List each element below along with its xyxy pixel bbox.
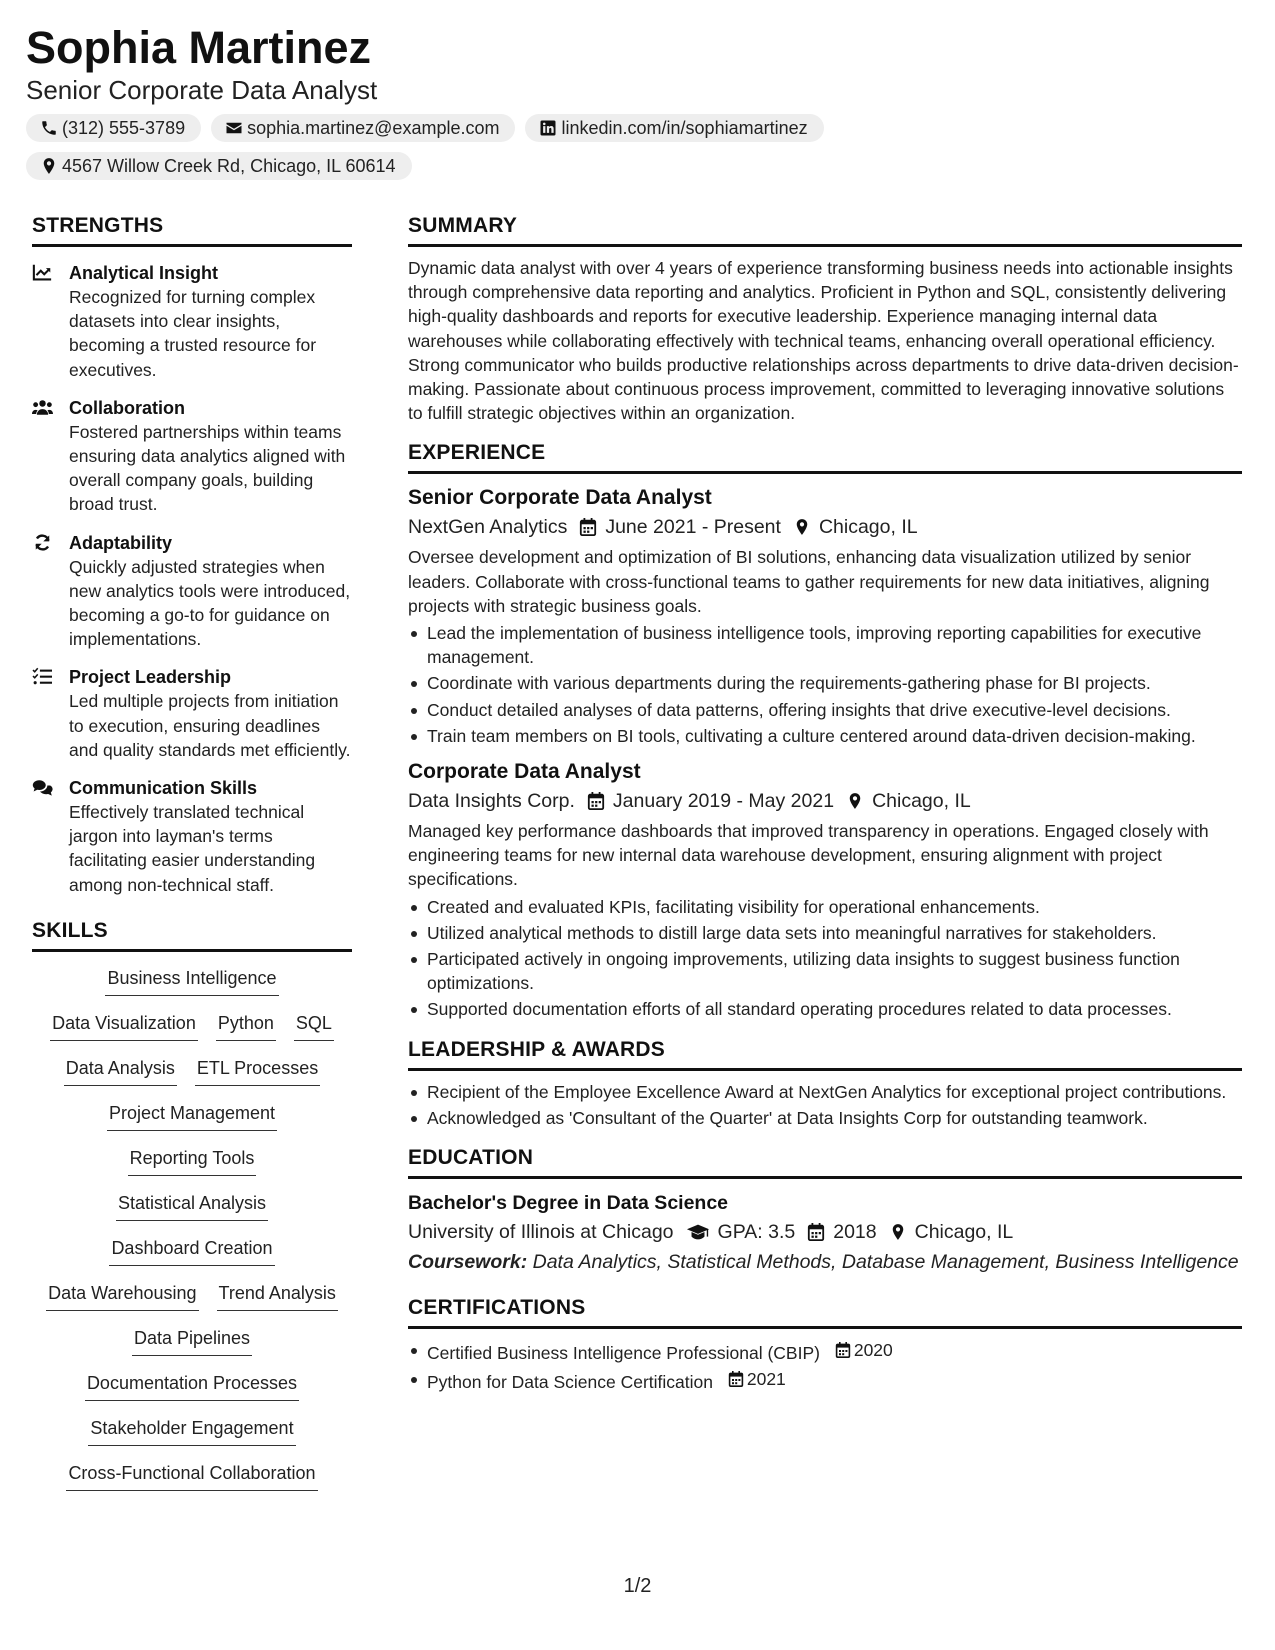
skill-tag: Dashboard Creation bbox=[109, 1236, 274, 1266]
strength-item bbox=[32, 776, 352, 897]
job-entry bbox=[408, 758, 1242, 1022]
awards-list bbox=[408, 1080, 1242, 1130]
calendar-icon bbox=[728, 1370, 744, 1388]
certifications-heading: CERTIFICATIONS bbox=[408, 1296, 1242, 1329]
page-number: 1/2 bbox=[623, 1575, 652, 1597]
award-item: Acknowledged as 'Consultant of the Quarter' at Data Insights Corp for outstanding teamwork. bbox=[408, 1106, 1242, 1130]
calendar-icon bbox=[579, 517, 597, 537]
skill-tag: Data Warehousing bbox=[46, 1281, 198, 1311]
certification-year: 2020 bbox=[853, 1340, 893, 1361]
contact-linkedin[interactable] bbox=[525, 114, 823, 142]
task-list-icon bbox=[32, 665, 69, 762]
certification-date bbox=[728, 1367, 786, 1391]
bullet-item: Participated actively in ongoing improvements, utilizing data insights to suggest business function optimizations. bbox=[408, 947, 1242, 995]
strength-title: Project Leadership bbox=[69, 667, 232, 688]
skill-tag: Data Pipelines bbox=[132, 1326, 252, 1356]
certification-date bbox=[835, 1338, 893, 1362]
skill-tag: Business Intelligence bbox=[105, 966, 278, 996]
skills-list bbox=[32, 966, 352, 1506]
experience-section bbox=[408, 441, 1242, 1021]
job-description: Managed key performance dashboards that improved transparency in operations. Engaged closely with engineering teams for new internal data warehouse development, ensuring alignment with project specifications. bbox=[408, 821, 1209, 890]
address-text: 4567 Willow Creek Rd, Chicago, IL 60614 bbox=[62, 155, 396, 176]
skill-tag: Stakeholder Engagement bbox=[88, 1416, 295, 1446]
job-dates: January 2019 - May 2021 bbox=[612, 790, 835, 813]
map-pin-icon bbox=[793, 517, 811, 537]
skill-tag: Cross-Functional Collaboration bbox=[66, 1461, 317, 1491]
map-pin-icon bbox=[38, 156, 60, 176]
job-location: Chicago, IL bbox=[818, 516, 918, 539]
degree-title: Bachelor's Degree in Data Science bbox=[408, 1192, 729, 1215]
left-column bbox=[32, 214, 352, 1506]
certification-year: 2021 bbox=[746, 1369, 786, 1390]
school-location: Chicago, IL bbox=[914, 1221, 1014, 1244]
strength-desc: Effectively translated technical jargon into layman's terms facilitating easier understanding among non-technical staff. bbox=[69, 802, 316, 895]
experience-heading: EXPERIENCE bbox=[408, 441, 1242, 474]
job-dates: June 2021 - Present bbox=[605, 516, 781, 539]
strength-item bbox=[32, 396, 352, 517]
summary-heading: SUMMARY bbox=[408, 214, 1242, 247]
strength-title: Adaptability bbox=[69, 532, 173, 553]
bullet-item: Lead the implementation of business intelligence tools, improving reporting capabilities for executive management. bbox=[408, 621, 1242, 669]
job-company: NextGen Analytics bbox=[408, 516, 568, 539]
bullet-item: Coordinate with various departments during the requirements-gathering phase for BI projects. bbox=[408, 671, 1242, 695]
calendar-icon bbox=[835, 1341, 851, 1359]
graduation-cap-icon bbox=[686, 1222, 710, 1242]
skills-heading: SKILLS bbox=[32, 919, 352, 952]
bullet-item: Created and evaluated KPIs, facilitating visibility for operational enhancements. bbox=[408, 895, 1242, 919]
calendar-icon bbox=[807, 1222, 825, 1242]
coursework-text: Data Analytics, Statistical Methods, Database Management, Business Intelligence bbox=[532, 1251, 1239, 1274]
job-bullets bbox=[408, 621, 1242, 748]
strength-item bbox=[32, 531, 352, 652]
map-pin-icon bbox=[846, 791, 864, 811]
linkedin-icon bbox=[537, 118, 559, 138]
chat-bubbles-icon bbox=[32, 776, 69, 897]
skill-tag: Statistical Analysis bbox=[116, 1191, 268, 1221]
graduation-year: 2018 bbox=[833, 1221, 877, 1244]
coursework bbox=[408, 1250, 1242, 1274]
awards-section bbox=[408, 1038, 1242, 1130]
phone-text: (312) 555-3789 bbox=[62, 117, 186, 138]
skill-tag: Reporting Tools bbox=[128, 1146, 257, 1176]
contact-address bbox=[26, 152, 412, 180]
strengths-heading: STRENGTHS bbox=[32, 214, 352, 247]
education-section bbox=[408, 1146, 1242, 1274]
skill-tag: Python bbox=[216, 1011, 276, 1041]
right-column bbox=[408, 214, 1242, 1397]
job-entry bbox=[408, 484, 1242, 748]
skill-tag: Trend Analysis bbox=[217, 1281, 338, 1311]
skill-tag: ETL Processes bbox=[195, 1056, 320, 1086]
map-pin-icon bbox=[889, 1222, 907, 1242]
skill-tag: Data Visualization bbox=[50, 1011, 198, 1041]
school-name: University of Illinois at Chicago bbox=[408, 1221, 674, 1244]
job-meta bbox=[408, 512, 1242, 542]
skill-tag: Project Management bbox=[107, 1101, 277, 1131]
strength-desc: Fostered partnerships within teams ensuring data analytics aligned with overall company goals, building broad trust. bbox=[69, 421, 346, 515]
skill-tag: Data Analysis bbox=[64, 1056, 177, 1086]
awards-heading: LEADERSHIP & AWARDS bbox=[408, 1038, 1242, 1071]
strength-title: Communication Skills bbox=[69, 778, 258, 799]
certification-item bbox=[408, 1338, 1242, 1365]
certification-name: Python for Data Science Certification bbox=[427, 1372, 713, 1393]
certification-name: Certified Business Intelligence Professional (CBIP) bbox=[427, 1343, 820, 1364]
strength-desc: Quickly adjusted strategies when new analytics tools were introduced, becoming a go-to for guidance on implementations. bbox=[69, 556, 351, 650]
gpa: GPA: 3.5 bbox=[717, 1221, 796, 1244]
coursework-label: Coursework: bbox=[408, 1251, 528, 1274]
strength-title: Analytical Insight bbox=[69, 263, 219, 283]
users-icon bbox=[32, 396, 69, 517]
certifications-section bbox=[408, 1296, 1242, 1395]
bullet-item: Train team members on BI tools, cultivating a culture centered around data-driven decision-making. bbox=[408, 724, 1242, 748]
education-heading: EDUCATION bbox=[408, 1146, 1242, 1179]
calendar-icon bbox=[587, 791, 605, 811]
candidate-title: Senior Corporate Data Analyst bbox=[26, 75, 378, 105]
job-meta bbox=[408, 786, 1242, 816]
line-chart-icon bbox=[32, 261, 69, 382]
job-location: Chicago, IL bbox=[872, 790, 971, 813]
contact-info bbox=[26, 114, 926, 190]
summary-text: Dynamic data analyst with over 4 years of experience transforming business needs into actionable insights through comprehensive data reporting and analytics. Proficient in Python and SQL, consistently delivering high-quality dashboards and reports for executive leadership. Experience managing internal data warehouses while collaborating effectively with technical teams, enhancing overall operational efficiency. Strong communicator who builds productive relationships across departments to drive data-driven decision-making. Passionate about continuous process improvement, committed to leveraging innovative solutions to fulfill strategic objectives within an organization. bbox=[408, 258, 1239, 424]
bullet-item: Conduct detailed analyses of data patterns, offering insights that drive executive-level decisions. bbox=[408, 698, 1242, 722]
education-meta bbox=[408, 1217, 1242, 1247]
linkedin-text: linkedin.com/in/sophiamartinez bbox=[561, 117, 808, 138]
contact-phone[interactable] bbox=[26, 114, 201, 142]
bullet-item: Utilized analytical methods to distill large data sets into meaningful narratives for stakeholders. bbox=[408, 921, 1242, 945]
job-title: Senior Corporate Data Analyst bbox=[408, 486, 712, 510]
strength-item bbox=[32, 665, 352, 762]
job-title: Corporate Data Analyst bbox=[408, 760, 641, 784]
job-company: Data Insights Corp. bbox=[408, 790, 575, 813]
job-description: Oversee development and optimization of BI solutions, enhancing data visualization utilized by senior leaders. Collaborate with cross-functional teams to gather requirements for new data initiatives, aligning projects with strategic business goals. bbox=[408, 547, 1210, 616]
candidate-name: Sophia Martinez bbox=[26, 22, 372, 73]
email-text: sophia.martinez@example.com bbox=[247, 117, 500, 138]
skill-tag: SQL bbox=[294, 1011, 334, 1041]
certification-item bbox=[408, 1367, 1242, 1394]
job-bullets bbox=[408, 895, 1242, 1022]
skill-tag: Documentation Processes bbox=[85, 1371, 299, 1401]
phone-icon bbox=[38, 118, 60, 138]
strength-title: Collaboration bbox=[69, 397, 185, 418]
bullet-item: Supported documentation efforts of all standard operating procedures related to data processes. bbox=[408, 997, 1242, 1021]
certifications-list bbox=[408, 1338, 1242, 1395]
strength-item bbox=[32, 261, 352, 382]
sync-icon bbox=[32, 531, 69, 652]
strength-desc: Recognized for turning complex datasets into clear insights, becoming a trusted resource for executives. bbox=[69, 287, 317, 380]
envelope-icon bbox=[223, 118, 245, 138]
award-item: Recipient of the Employee Excellence Award at NextGen Analytics for exceptional project contributions. bbox=[408, 1080, 1242, 1104]
contact-email[interactable] bbox=[211, 114, 515, 142]
strength-desc: Led multiple projects from initiation to execution, ensuring deadlines and quality standards met efficiently. bbox=[69, 691, 351, 760]
